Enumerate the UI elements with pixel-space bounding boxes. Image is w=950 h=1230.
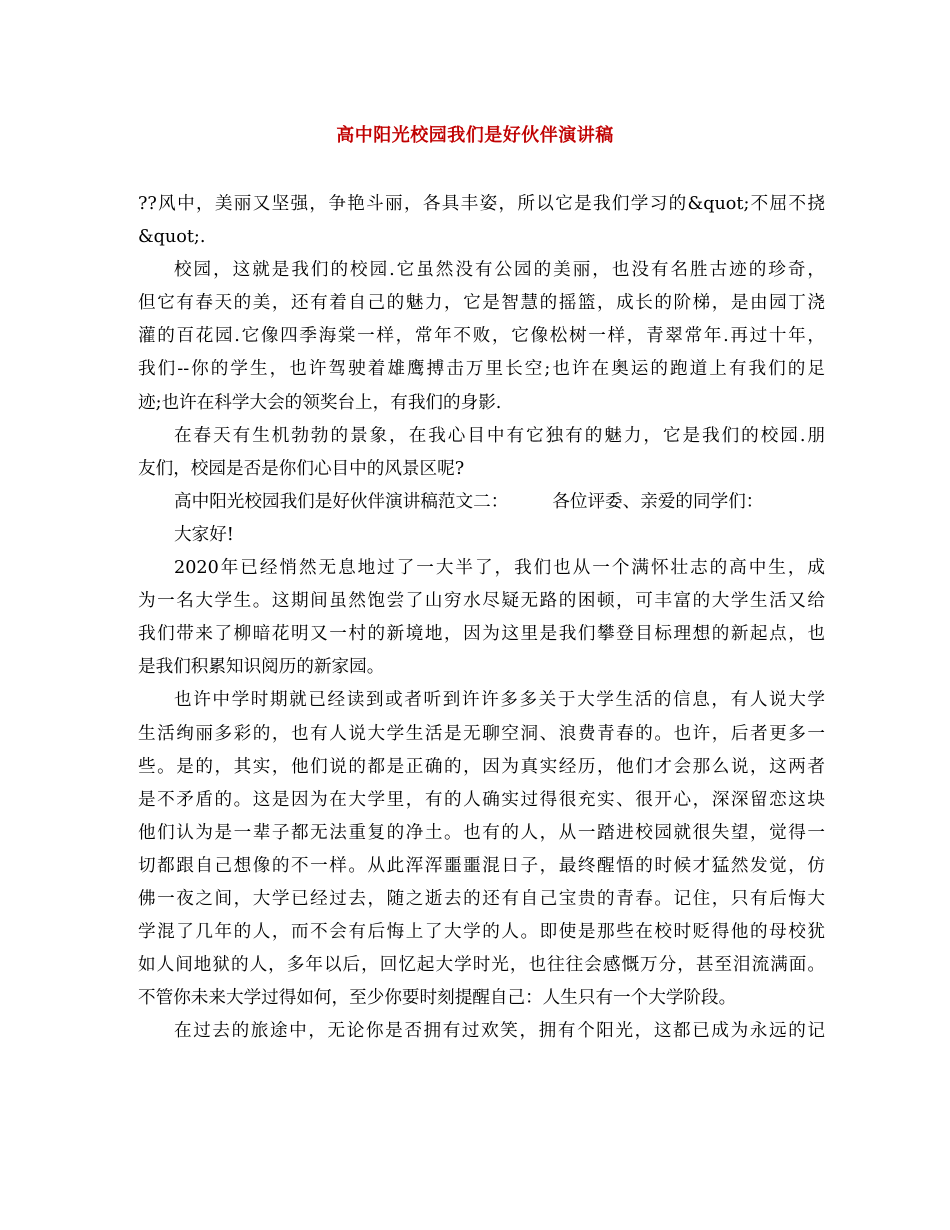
body-line: 他们认为是一辈子都无法重复的净土。也有的人，从一踏进校园就很失望，觉得一 — [138, 822, 825, 843]
body-line: 为一名大学生。这期间虽然饱尝了山穷水尽疑无路的困顿，可丰富的大学生活又给 — [138, 591, 825, 612]
body-line: 是我们积累知识阅历的新家园。 — [138, 657, 385, 678]
body-line: 是不矛盾的。这是因为在大学里，有的人确实过得很充实、很开心，深深留恋这块 — [138, 789, 825, 810]
body-line: ??风中，美丽又坚强，争艳斗丽，各具丰姿，所以它是我们学习的&quot;不屈不挠 — [138, 194, 825, 214]
body-line: 迹;也许在科学大会的领奖台上，有我们的身影. — [138, 392, 502, 413]
body-line: 友们，校园是否是你们心目中的风景区呢? — [138, 458, 465, 479]
document-body — [138, 188, 825, 1048]
body-line: 佛一夜之间，大学已经过去，随之逝去的还有自己宝贵的青春。记住，只有后悔大 — [138, 888, 825, 909]
body-line: 在春天有生机勃勃的景象，在我心目中有它独有的魅力，它是我们的校园.朋 — [174, 425, 825, 446]
body-line: 高中阳光校园我们是好伙伴演讲稿范文二： 各位评委、亲爱的同学们： — [174, 491, 764, 512]
body-line: 校园，这就是我们的校园.它虽然没有公园的美丽，也没有名胜古迹的珍奇， — [174, 260, 825, 281]
body-line: 大家好! — [174, 524, 234, 545]
body-line: 但它有春天的美，还有着自己的魅力，它是智慧的摇篮，成长的阶梯，是由园丁浇 — [138, 293, 825, 314]
body-line: 我们带来了柳暗花明又一村的新境地，因为这里是我们攀登目标理想的新起点，也 — [138, 624, 825, 645]
body-line: 生活绚丽多彩的，也有人说大学生活是无聊空洞、浪费青春的。也许，后者更多一 — [138, 723, 825, 744]
body-line: &quot;. — [138, 227, 206, 248]
body-line: 学混了几年的人，而不会有后悔上了大学的人。即使是那些在校时贬得他的母校犹 — [138, 922, 825, 943]
document-title: 高中阳光校园我们是好伙伴演讲稿 — [336, 125, 614, 146]
body-line: 如人间地狱的人，多年以后，回忆起大学时光，也往往会感慨万分，甚至泪流满面。 — [138, 955, 825, 976]
body-line: 我们--你的学生，也许驾驶着雄鹰搏击万里长空;也许在奥运的跑道上有我们的足 — [138, 359, 825, 380]
body-line: 2020年已经悄然无息地过了一大半了，我们也从一个满怀壮志的高中生，成 — [174, 558, 825, 579]
body-line: 在过去的旅途中，无论你是否拥有过欢笑，拥有个阳光，这都已成为永远的记 — [174, 1021, 825, 1042]
body-line: 也许中学时期就已经读到或者听到许许多多关于大学生活的信息，有人说大学 — [174, 690, 825, 711]
body-line: 切都跟自己想像的不一样。从此浑浑噩噩混日子，最终醒悟的时候才猛然发觉，仿 — [138, 855, 825, 876]
body-line: 灌的百花园.它像四季海棠一样，常年不败，它像松树一样，青翠常年.再过十年， — [138, 326, 825, 347]
body-line: 些。是的，其实，他们说的都是正确的，因为真实经历，他们才会那么说，这两者 — [138, 756, 825, 777]
body-line: 不管你未来大学过得如何，至少你要时刻提醒自己：人生只有一个大学阶段。 — [138, 988, 737, 1009]
